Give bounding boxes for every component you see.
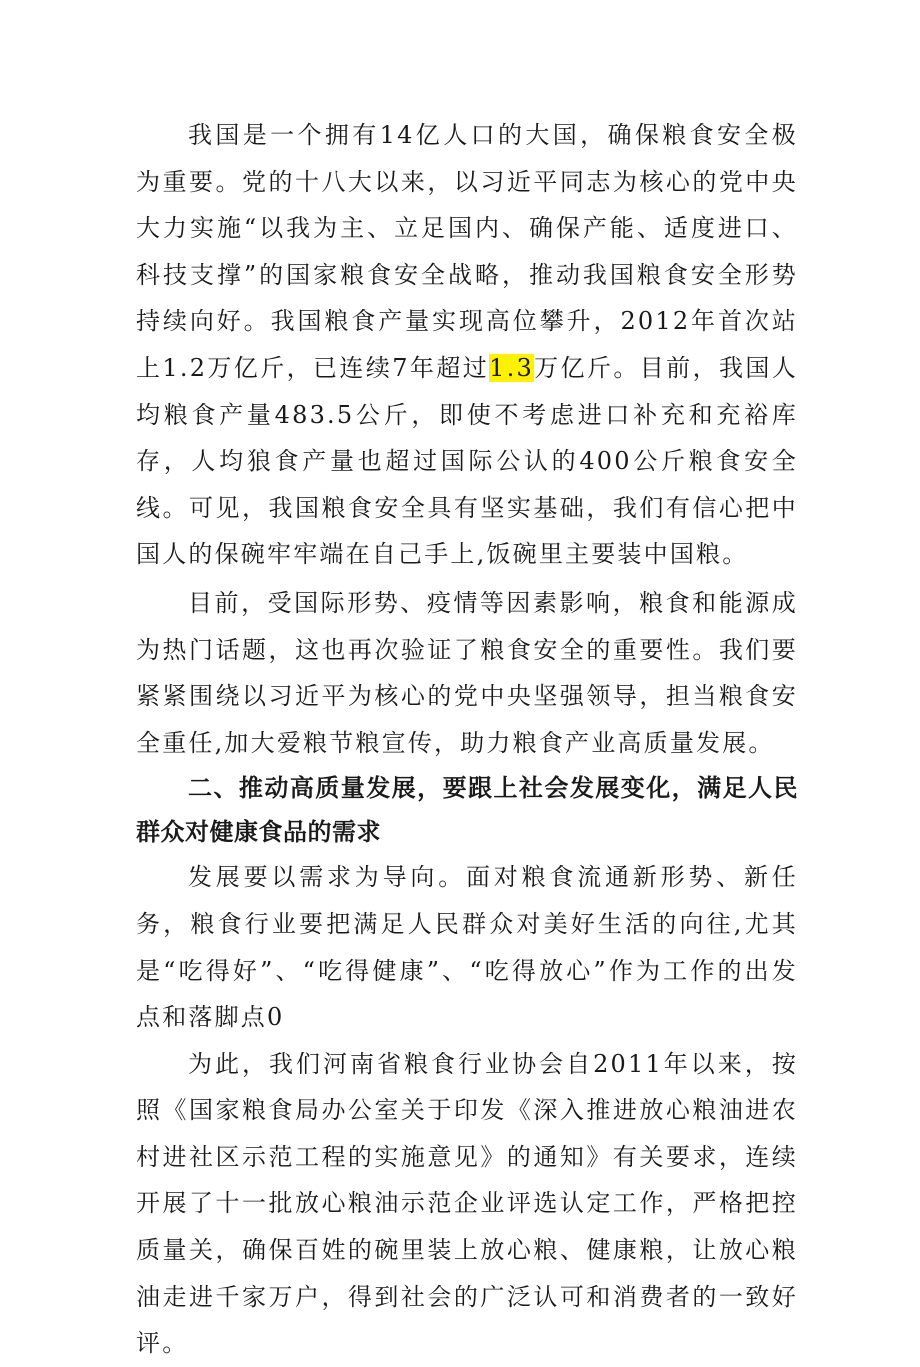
paragraph-demand-oriented: 发展要以需求为导向。面对粮食流通新形势、新任务，粮食行业要把满足人民群众对美好生活的向往,尤其是“吃得好”、“吃得健康”、“吃得放心”作为工作的出发点和落脚点0 (136, 863, 798, 1032)
paragraph-food-security-text-a: 我国是一个拥有14亿人口的大国，确保粮食安全极为重要。党的十八大以来，以习近平同志为核心的党中央大力实施“以我为主、立足国内、确保产能、适度进口、科技支撑”的国家粮食安全战略，推动我国粮食安全形势持续向好。我国粮食产量实现高位攀升，2012年首次站上1.2万亿斤，已连续7年超过 (136, 121, 798, 382)
paragraph-current-situation: 目前，受国际形势、疫情等因素影响，粮食和能源成为热门话题，这也再次验证了粮食安全的重要性。我们要紧紧围绕以习近平为核心的党中央坚强领导，担当粮食安全重任,加大爱粮节粮宣传，助力粮食产业高质量发展。 (136, 588, 798, 757)
paragraph-henan-association: 为此，我们河南省粮食行业协会自2011年以来，按照《国家粮食局办公室关于印发《深入推进放心粮油进农村进社区示范工程的实施意见》的通知》有关要求，连续开展了十一批放心粮油示范企业评选认定工作，严格把控质量关，确保百姓的碗里装上放心粮、健康粮，让放心粮油走进千家万户，得到社会的广泛认可和消费者的一致好评。 (136, 1049, 798, 1358)
paragraph-food-security-text-b: 万亿斤。目前，我国人均粮食产量483.5公斤，即使不考虑进口补充和充裕库存，人均狼食产量也超过国际公认的400公斤粮食安全线。可见，我国粮食安全具有坚实基础，我们有信心把中国人的保碗牢牢端在自己手上,饭碗里主要装中国粮。 (136, 353, 798, 569)
section-heading: 二、推动高质量发展，要跟上社会发展变化，满足人民群众对健康食品的需求 (136, 774, 798, 847)
highlighted-number: 1.3 (489, 353, 534, 382)
paragraph-food-security (136, 112, 798, 578)
